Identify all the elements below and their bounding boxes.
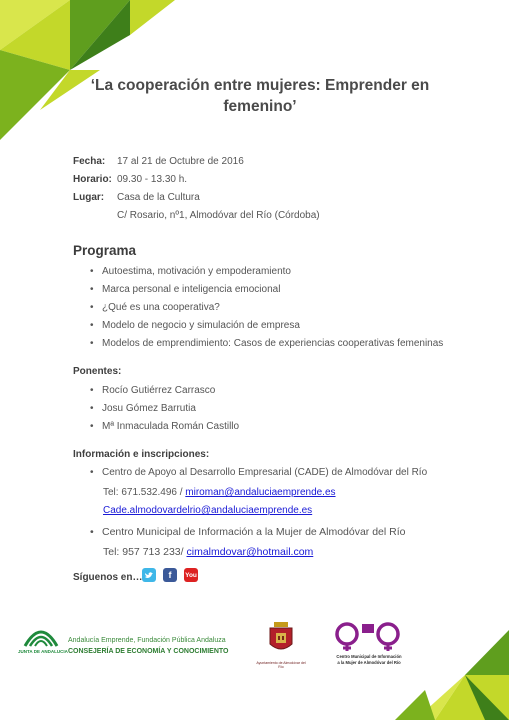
- cade-email-2: [103, 505, 312, 516]
- fecha-value: 17 al 21 de Octubre de 2016: [117, 156, 244, 167]
- andalucia-emprende-line1: Andalucía Emprende, Fundación Pública Andaluza: [68, 637, 226, 644]
- programa-item: • Modelo de negocio y simulación de empresa: [90, 320, 300, 331]
- page-title: [70, 75, 450, 117]
- lugar-value: Casa de la Cultura: [117, 192, 200, 203]
- youtube-icon[interactable]: You: [184, 568, 198, 582]
- horario-label: Horario:: [73, 174, 112, 185]
- cmim-logo-line1: Centro Municipal de Información: [336, 654, 402, 659]
- mujer-symbols-icon: [332, 622, 404, 652]
- top-left-decoration: [0, 0, 190, 145]
- social-label: Síguenos en…: [73, 572, 143, 583]
- cade-name: • Centro de Apoyo al Desarrollo Empresarial (CADE) de Almodóvar del Río: [90, 467, 428, 478]
- info-heading: Información e inscripciones:: [73, 449, 210, 460]
- twitter-icon[interactable]: [142, 568, 156, 582]
- bottom-right-decoration: [395, 630, 509, 720]
- cmim-logo-line2: a la Mujer de Almodóvar del Río: [337, 660, 401, 665]
- title-line-1: ‘La cooperación entre mujeres: Emprender en: [90, 77, 430, 94]
- ayuntamiento-text: Ayuntamiento de Almodóvar del Río: [256, 661, 306, 669]
- cade-tel: Tel: 671.532.496 /: [103, 487, 183, 498]
- ponente-item: • Josu Gómez Barrutia: [90, 403, 196, 414]
- cmim-logo-text: [326, 654, 412, 666]
- programa-item: • ¿Qué es una cooperativa?: [90, 302, 220, 313]
- programa-item: • Marca personal e inteligencia emocional: [90, 284, 281, 295]
- cmim-email-link[interactable]: cimalmdovar@hotmail.com: [186, 546, 314, 558]
- junta-text: JUNTA DE ANDALUCIA: [18, 649, 68, 654]
- cmim-tel: Tel: 957 713 233/: [103, 546, 184, 558]
- ponente-item: • Mª Inmaculada Román Castillo: [90, 421, 240, 432]
- lugar-address: C/ Rosario, nº1, Almodóvar del Río (Córdoba): [117, 210, 320, 221]
- cade-email-link[interactable]: miroman@andaluciaemprende.es: [185, 487, 336, 498]
- programa-item: • Modelos de emprendimiento: Casos de experiencias cooperativas femeninas: [90, 338, 444, 349]
- cade-email-link-2[interactable]: Cade.almodovardelrio@andaluciaemprende.es: [103, 505, 313, 516]
- ayuntamiento-coat-of-arms: [267, 620, 295, 660]
- programa-item: • Autoestima, motivación y empoderamiento: [90, 266, 291, 277]
- horario-value: 09.30 - 13.30 h.: [117, 174, 188, 185]
- andalucia-emprende-line2: CONSEJERÍA DE ECONOMÍA Y CONOCIMIENTO: [68, 648, 229, 655]
- ponentes-heading: Ponentes:: [73, 366, 122, 377]
- junta-andalucia-logo: [22, 624, 60, 648]
- programa-heading: Programa: [73, 243, 137, 258]
- cmim-name: • Centro Municipal de Información a la Mujer de Almodóvar del Río: [90, 526, 406, 538]
- cade-contact: [103, 487, 336, 498]
- fecha-label: Fecha:: [73, 156, 106, 167]
- lugar-label: Lugar:: [73, 192, 105, 203]
- cmim-contact: [103, 546, 313, 558]
- title-line-2: femenino’: [223, 98, 297, 115]
- ponente-item: • Rocío Gutiérrez Carrasco: [90, 385, 216, 396]
- facebook-icon[interactable]: f: [163, 568, 177, 582]
